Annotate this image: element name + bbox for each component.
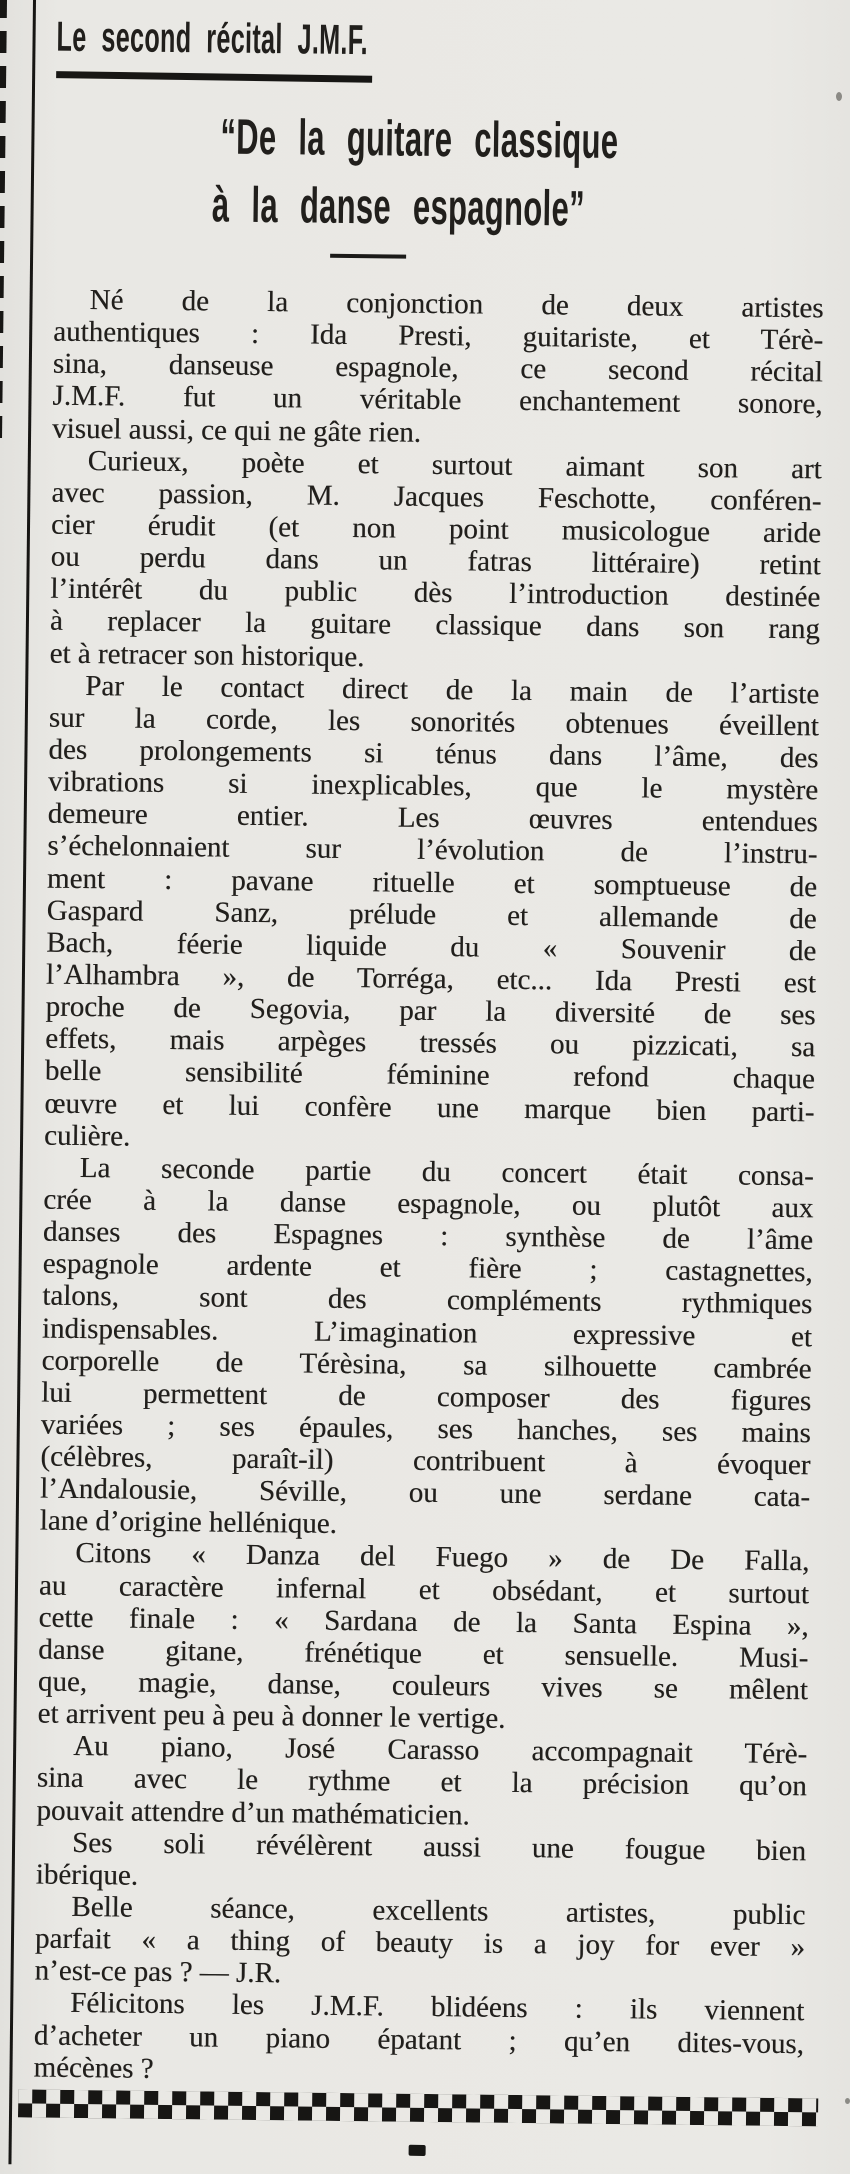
body-line: ibérique. <box>35 1858 139 1892</box>
body-line: ou perdu dans un fatras littéraire) retint <box>50 540 821 582</box>
body-line: espagnole ardente et fière ; castagnettes, <box>42 1247 813 1289</box>
paper-speck <box>836 92 842 101</box>
body-line: lane d’origine hellénique. <box>39 1504 338 1541</box>
body-line: Ses soli révélèrent aussi une fougue bien <box>71 1826 807 1868</box>
body-line: à replacer la guitare classique dans son rang <box>49 605 821 646</box>
body-line: sur la corde, les sonorités obtenues éveillent <box>48 701 819 743</box>
body-line: J.M.F. fut un véritable enchantement sonore, <box>52 380 823 421</box>
body-line: œuvre et lui confère une marque bien parti- <box>44 1087 815 1128</box>
body-line: sina, danseuse espagnole, ce second récital <box>52 347 824 389</box>
body-line: mécènes ? <box>33 2051 154 2085</box>
body-line: cier érudit (et non point musicologue aride <box>50 508 822 550</box>
body-line: La seconde partie du concert était consa- <box>79 1151 814 1193</box>
body-line: d’acheter un piano épatant ; qu’en dites-vous, <box>33 2019 805 2060</box>
column-rule <box>8 0 36 2164</box>
title-text: “De la guitare classique <box>220 108 619 170</box>
article-column <box>33 1 830 2085</box>
body-line: talons, sont des compléments rythmiques <box>42 1279 813 1321</box>
body-line: Bach, féerie liquide du « Souvenir de <box>46 926 817 968</box>
kicker-text: Le second récital J.M.F. <box>56 12 369 64</box>
body-line: belle sensibilité féminine refond chaque <box>44 1054 815 1096</box>
body-line: (célèbres, paraît-il) contribuent à évoquer <box>40 1440 811 1482</box>
body-line: l’intérêt du public dès l’introduction destinée <box>50 572 821 614</box>
article-title <box>97 101 619 242</box>
body-line: corporelle de Térèsina, sa silhouette cambrée <box>41 1344 812 1385</box>
body-line: Par le contact direct de la main de l’artiste <box>85 669 820 711</box>
title-line-2 <box>97 169 586 242</box>
article-body <box>33 284 823 2092</box>
checkered-ribbon-border <box>18 2089 818 2126</box>
body-line: vibrations si inexplicables, que le mystère <box>47 765 819 807</box>
body-line: Curieux, poète et surtout aimant son art <box>87 444 822 486</box>
body-line: culière. <box>43 1119 131 1153</box>
body-line: des prolongements si ténus dans l’âme, des <box>48 733 819 775</box>
body-line: n’est-ce pas ? — J.R. <box>34 1954 282 1990</box>
body-line: l’Alhambra », de Torréga, etc... Ida Presti est <box>45 958 817 1000</box>
body-line: l’Andalousie, Séville, ou une serdane cata- <box>39 1472 811 1514</box>
body-line: authentiques : Ida Presti, guitariste, et Térè- <box>53 315 824 357</box>
body-line: danse gitane, frénétique et sensuelle. Musi- <box>38 1633 809 1675</box>
title-line-1 <box>98 101 619 174</box>
body-line: cette finale : « Sardana de la Santa Espina », <box>38 1601 809 1643</box>
body-line: et arrivent peu à peu à donner le vertige. <box>37 1697 506 1736</box>
ink-blot <box>409 2145 426 2156</box>
body-line: parfait « a thing of beauty is a joy for ever » <box>34 1922 806 1964</box>
body-line: Belle séance, excellents artistes, public <box>71 1890 806 1932</box>
body-line: danses des Espagnes : synthèse de l’âme <box>42 1215 814 1257</box>
body-line: variées ; ses épaules, ses hanches, ses mains <box>40 1408 811 1450</box>
body-line: Gaspard Sanz, prélude et allemande de <box>46 894 817 935</box>
body-line: Né de la conjonction de deux artistes <box>89 284 824 325</box>
title-text: à la danse espagnole” <box>211 176 586 237</box>
body-line: avec passion, M. Jacques Feschotte, conféren- <box>51 476 822 518</box>
body-line: et à retracer son historique. <box>49 637 365 673</box>
title-divider <box>330 254 406 259</box>
left-dashed-border <box>0 0 7 444</box>
paper-speck <box>845 2098 850 2104</box>
body-line: ment : pavane rituelle et somptueuse de <box>46 862 818 903</box>
body-line: Citons « Danza del Fuego » de De Falla, <box>75 1537 810 1578</box>
body-line: indispensables. L’imagination expressive et <box>41 1312 813 1353</box>
body-line: proche de Segovia, par la diversité de ses <box>45 990 816 1032</box>
body-line: pouvait attendre d’un mathématicien. <box>36 1794 470 1832</box>
body-line: crée à la danse espagnole, ou plutôt aux <box>43 1183 814 1225</box>
body-line: s’échelonnaient sur l’évolution de l’instru- <box>47 829 818 871</box>
body-line: effets, mais arpèges tressés ou pizzicati, sa <box>45 1022 816 1064</box>
body-line: que, magie, danse, couleurs vives se mêlent <box>37 1665 809 1707</box>
body-line: Félicitons les J.M.F. blidéens : ils viennent <box>70 1987 805 2028</box>
body-line: visuel aussi, ce qui ne gâte rien. <box>51 412 422 449</box>
body-line: lui permettent de composer des figures <box>41 1376 812 1418</box>
body-line: demeure entier. Les œuvres entendues <box>47 797 818 839</box>
kicker-underline <box>56 71 372 83</box>
body-line: sina avec le rythme et la précision qu’on <box>36 1762 807 1803</box>
body-line: au caractère infernal et obsédant, et surtout <box>38 1569 810 1610</box>
body-line: Au piano, José Carasso accompagnait Térè- <box>73 1730 808 1771</box>
kicker-headline <box>56 13 575 67</box>
